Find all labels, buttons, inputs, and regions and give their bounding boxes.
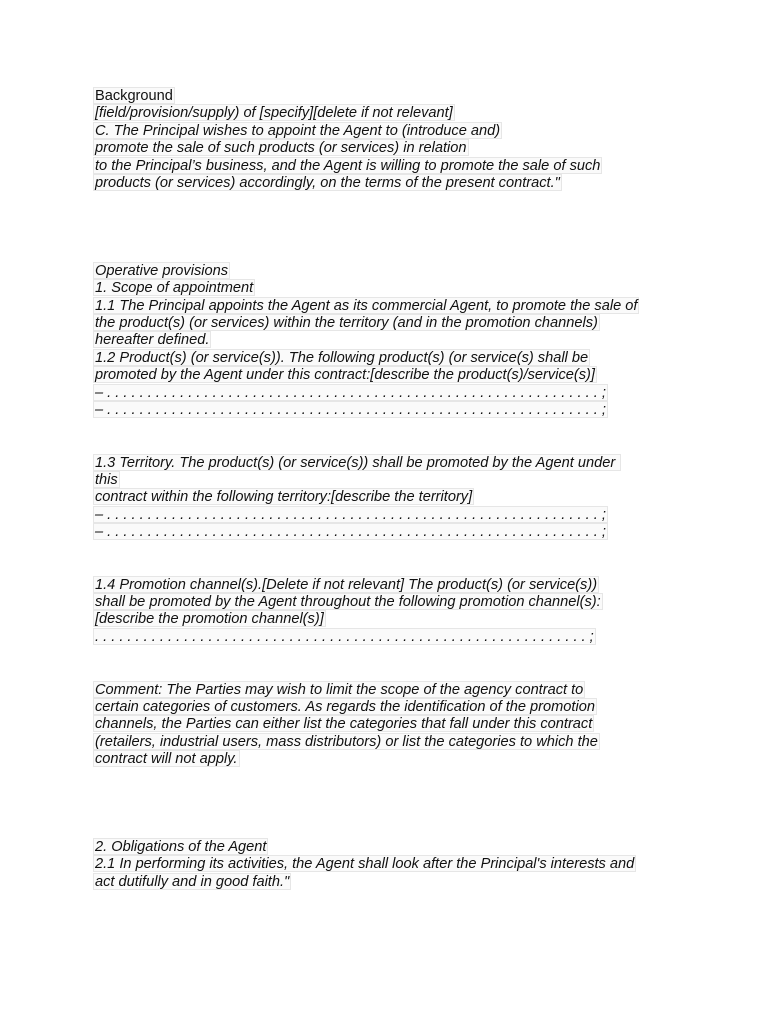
background-heading: Background xyxy=(95,88,173,104)
comment-line: (retailers, industrial users, mass distributors) or list the categories to which the xyxy=(95,734,598,750)
clause-1-3-line: contract within the following territory:[describe the territory] xyxy=(95,489,473,505)
section-1-title: 1. Scope of appointment xyxy=(95,280,254,296)
clause-1-1-line: hereafter defined. xyxy=(95,332,210,348)
section-2-title: 2. Obligations of the Agent xyxy=(95,839,267,855)
clause-1-4-line: [describe the promotion channel(s)] xyxy=(95,611,324,627)
background-line: promote the sale of such products (or services) in relation xyxy=(95,140,467,156)
clause-1-2-line: 1.2 Product(s) (or service(s)). The following product(s) (or service(s) shall be xyxy=(95,350,589,366)
clause-1-1-line: the product(s) (or services) within the territory (and in the promotion channels) xyxy=(95,315,598,331)
comment-line: certain categories of customers. As regards the identification of the promotion xyxy=(95,699,595,715)
background-line: products (or services) accordingly, on the terms of the present contract." xyxy=(95,175,560,191)
operative-heading: Operative provisions xyxy=(95,263,229,279)
clause-1-4-line: shall be promoted by the Agent throughout the following promotion channel(s): xyxy=(95,594,601,610)
comment-line: Comment: The Parties may wish to limit the scope of the agency contract to xyxy=(95,682,584,698)
comment-line: contract will not apply. xyxy=(95,751,238,767)
clause-2-1-line: act dutifully and in good faith." xyxy=(95,874,290,890)
comment-line: channels, the Parties can either list the categories that fall under this contract xyxy=(95,716,593,732)
clause-1-3-blank-line: – . . . . . . . . . . . . . . . . . . . . . . . . . . . . . . . . . . . . . . . . . . . . . . . . . . . . . . . . . . . . . ; xyxy=(95,524,606,540)
background-line: to the Principal’s business, and the Agent is willing to promote the sale of such xyxy=(95,158,601,174)
clause-1-3-line: this xyxy=(95,472,118,488)
clause-1-3-blank-line: – . . . . . . . . . . . . . . . . . . . . . . . . . . . . . . . . . . . . . . . . . . . . . . . . . . . . . . . . . . . . . ; xyxy=(95,507,606,523)
clause-1-2-blank-line: – . . . . . . . . . . . . . . . . . . . . . . . . . . . . . . . . . . . . . . . . . . . . . . . . . . . . . . . . . . . . . ; xyxy=(95,385,606,401)
clause-1-2-line: promoted by the Agent under this contract:[describe the product(s)/service(s)] xyxy=(95,367,595,383)
clause-1-4-blank-line: . . . . . . . . . . . . . . . . . . . . . . . . . . . . . . . . . . . . . . . . . . . . . . . . . . . . . . . . . . . . . ; xyxy=(95,629,594,645)
background-line: [field/provision/supply) of [specify][delete if not relevant] xyxy=(95,105,453,121)
background-line: C. The Principal wishes to appoint the Agent to (introduce and) xyxy=(95,123,501,139)
clause-2-1-line: 2.1 In performing its activities, the Agent shall look after the Principal's interests and xyxy=(95,856,635,872)
clause-1-2-blank-line: – . . . . . . . . . . . . . . . . . . . . . . . . . . . . . . . . . . . . . . . . . . . . . . . . . . . . . . . . . . . . . ; xyxy=(95,402,606,418)
clause-1-3-line: 1.3 Territory. The product(s) (or service(s)) shall be promoted by the Agent under xyxy=(95,455,620,471)
clause-1-1-line: 1.1 The Principal appoints the Agent as its commercial Agent, to promote the sale of xyxy=(95,298,638,314)
clause-1-4-line: 1.4 Promotion channel(s).[Delete if not relevant] The product(s) (or service(s)) xyxy=(95,577,598,593)
